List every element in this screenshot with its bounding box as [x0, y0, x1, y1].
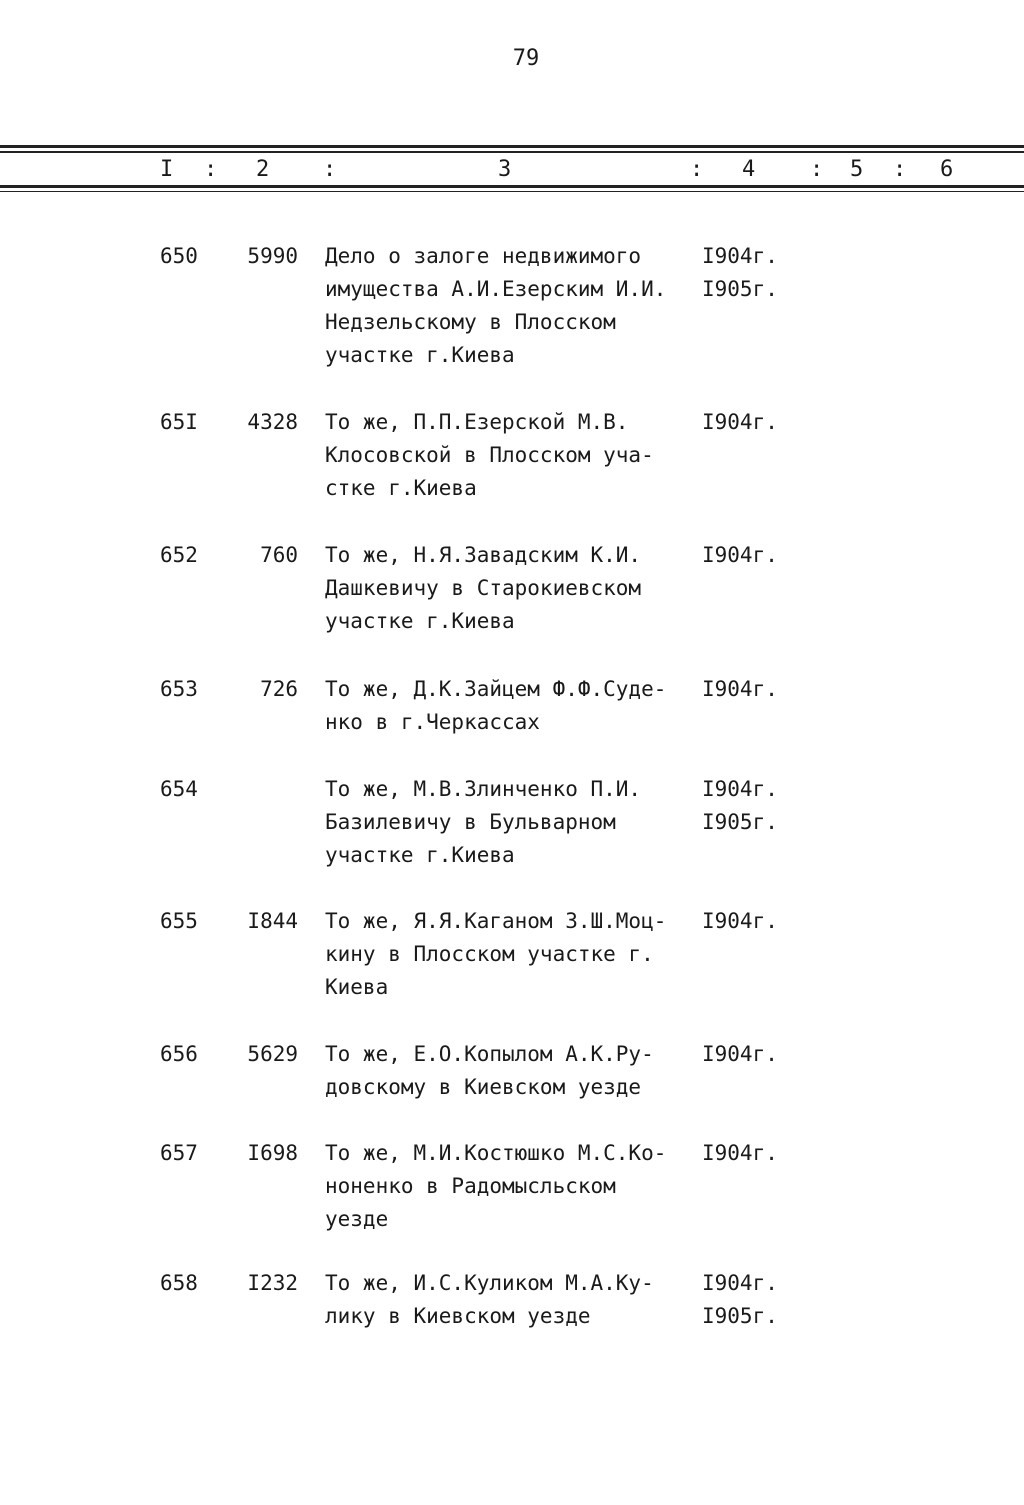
record-number: 652 — [160, 543, 198, 567]
record-number: 654 — [160, 777, 198, 801]
record-title-line: участке г.Киева — [325, 609, 515, 633]
header-rule-bottom — [0, 185, 1024, 188]
record-dates — [702, 539, 778, 572]
record-number: 65I — [160, 410, 198, 434]
column-header-6: 6 — [940, 157, 954, 182]
record-date: I904г. — [702, 777, 778, 801]
record-title-line: ноненко в Радомысльском — [325, 1174, 616, 1198]
record-date: I904г. — [702, 1042, 778, 1066]
record-old-number: I232 — [247, 1271, 298, 1295]
record-dates — [702, 406, 778, 439]
column-separator: : — [893, 157, 907, 182]
record-title-line: кину в Плосском участке г. — [325, 942, 654, 966]
column-header-2: 2 — [256, 157, 270, 182]
record-date: I904г. — [702, 410, 778, 434]
record-date: I904г. — [702, 543, 778, 567]
record-title-line: довскому в Киевском уезде — [325, 1075, 642, 1099]
record-number: 657 — [160, 1141, 198, 1165]
record-title-line: стке г.Киева — [325, 476, 477, 500]
record-title-line: То же, Д.К.Зайцем Ф.Ф.Суде- — [325, 677, 667, 701]
record-entry — [0, 406, 1024, 539]
column-header-row — [0, 157, 1024, 183]
record-date: I904г. — [702, 909, 778, 933]
record-entry — [0, 773, 1024, 905]
record-title — [325, 1137, 705, 1236]
record-title-line: Дашкевичу в Старокиевском — [325, 576, 642, 600]
record-number: 656 — [160, 1042, 198, 1066]
record-date: I904г. — [702, 677, 778, 701]
record-old-number: 760 — [260, 543, 298, 567]
record-title-line: участке г.Киева — [325, 343, 515, 367]
header-rule-bottom-inner — [0, 191, 1024, 192]
record-title — [325, 1038, 705, 1104]
record-title-line: Клосовской в Плосском уча- — [325, 443, 654, 467]
record-dates — [702, 240, 778, 306]
record-old-number: 5629 — [247, 1042, 298, 1066]
record-title — [325, 1267, 705, 1333]
record-dates — [702, 905, 778, 938]
record-date: I905г. — [702, 810, 778, 834]
record-title — [325, 773, 705, 872]
column-separator: : — [323, 157, 337, 182]
record-old-number: I844 — [247, 909, 298, 933]
header-rule-top-inner — [0, 151, 1024, 153]
record-entry — [0, 1267, 1024, 1337]
record-title-line: То же, Я.Я.Каганом З.Ш.Моц- — [325, 909, 667, 933]
record-entry — [0, 1038, 1024, 1137]
record-title-line: имущества А.И.Езерским И.И. — [325, 277, 667, 301]
record-number: 650 — [160, 244, 198, 268]
column-separator: : — [204, 157, 218, 182]
record-title-line: Киева — [325, 975, 389, 999]
record-title-line: Базилевичу в Бульварном — [325, 810, 616, 834]
record-number: 658 — [160, 1271, 198, 1295]
record-date: I904г. — [702, 1271, 778, 1295]
record-dates — [702, 773, 778, 839]
record-title-line: Дело о залоге недвижимого — [325, 244, 642, 268]
record-title-line: лику в Киевском уезде — [325, 1304, 591, 1328]
record-entry — [0, 1137, 1024, 1267]
record-entry — [0, 905, 1024, 1038]
record-title-line: уезде — [325, 1207, 389, 1231]
record-number: 653 — [160, 677, 198, 701]
record-date: I905г. — [702, 1304, 778, 1328]
record-old-number: 4328 — [247, 410, 298, 434]
records-list — [0, 240, 1024, 1337]
record-title-line: То же, М.В.Злинченко П.И. — [325, 777, 642, 801]
record-old-number: I698 — [247, 1141, 298, 1165]
record-title-line: То же, Н.Я.Завадским К.И. — [325, 543, 642, 567]
record-title-line: То же, Е.О.Копылом А.К.Ру- — [325, 1042, 654, 1066]
record-dates — [702, 1267, 778, 1333]
record-entry — [0, 539, 1024, 673]
record-title — [325, 539, 705, 638]
record-entry — [0, 240, 1024, 406]
record-title-line: участке г.Киева — [325, 843, 515, 867]
header-rule-top — [0, 145, 1024, 148]
record-old-number: 5990 — [247, 244, 298, 268]
record-date: I904г. — [702, 1141, 778, 1165]
record-date: I905г. — [702, 277, 778, 301]
record-title-line: То же, П.П.Езерской М.В. — [325, 410, 629, 434]
record-title-line: То же, И.С.Куликом М.А.Ку- — [325, 1271, 654, 1295]
record-number: 655 — [160, 909, 198, 933]
page-number: 79 — [512, 46, 540, 71]
record-dates — [702, 1038, 778, 1071]
record-title-line: То же, М.И.Костюшко М.С.Ко- — [325, 1141, 667, 1165]
column-header-1: I — [160, 157, 174, 182]
column-separator: : — [810, 157, 824, 182]
record-title — [325, 240, 705, 372]
record-dates — [702, 1137, 778, 1170]
record-title — [325, 673, 705, 739]
record-date: I904г. — [702, 244, 778, 268]
record-title-line: нко в г.Черкассах — [325, 710, 540, 734]
record-dates — [702, 673, 778, 706]
column-header-5: 5 — [850, 157, 864, 182]
record-title-line: Недзельскому в Плосском — [325, 310, 616, 334]
column-header-3: 3 — [498, 157, 512, 182]
column-separator: : — [690, 157, 704, 182]
record-title — [325, 406, 705, 505]
record-old-number: 726 — [260, 677, 298, 701]
column-header-4: 4 — [742, 157, 756, 182]
record-entry — [0, 673, 1024, 773]
record-title — [325, 905, 705, 1004]
